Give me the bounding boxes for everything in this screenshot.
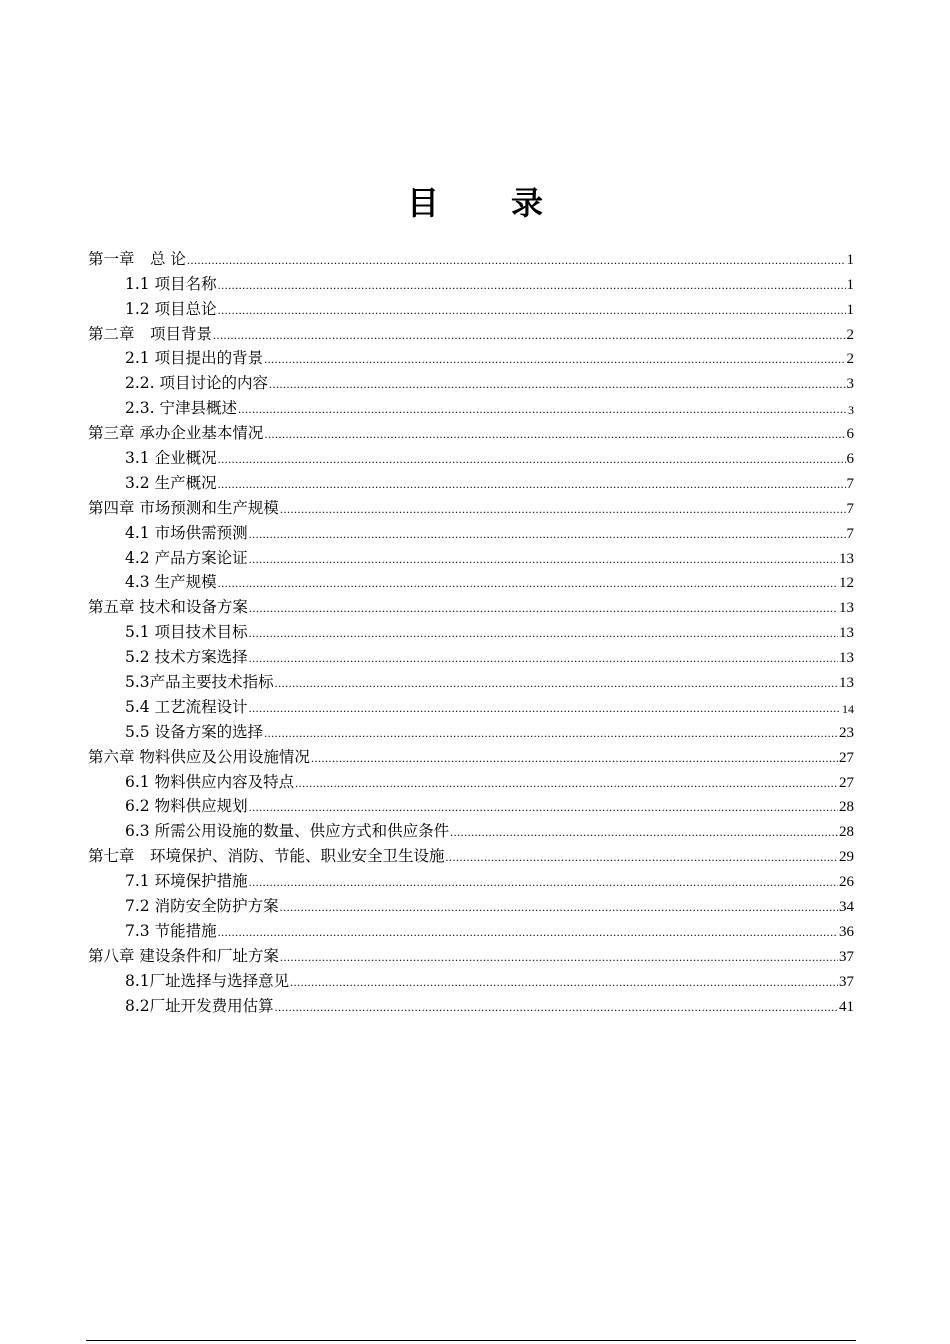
toc-chapter-entry[interactable] xyxy=(88,841,854,866)
toc-entry-label: 8.1厂址选择与选择意见 xyxy=(125,971,290,990)
toc-leader-dots xyxy=(311,752,838,767)
toc-page-number: 7 xyxy=(846,500,854,517)
toc-page-number: 1 xyxy=(846,276,854,293)
toc-chapter-entry[interactable] xyxy=(88,493,854,518)
toc-page-number: 37 xyxy=(839,948,854,965)
toc-entry-label: 3.2 生产概况 xyxy=(125,473,217,492)
toc-leader-dots xyxy=(290,976,838,991)
toc-leader-dots xyxy=(275,677,838,692)
toc-page-number: 13 xyxy=(839,650,854,667)
toc-page-number: 27 xyxy=(839,749,854,766)
toc-leader-dots xyxy=(238,403,847,418)
toc-section-entry[interactable] xyxy=(88,717,854,742)
toc-leader-dots xyxy=(269,378,845,393)
toc-leader-dots xyxy=(280,503,846,518)
toc-section-entry[interactable] xyxy=(88,393,854,418)
footer-divider xyxy=(86,1340,856,1341)
toc-entry-label: 1.2 项目总论 xyxy=(125,299,217,318)
toc-leader-dots xyxy=(280,951,838,966)
toc-chapter-entry[interactable] xyxy=(88,319,854,344)
toc-entry-label: 2.3. 宁津县概述 xyxy=(125,399,238,418)
title-char-1: 目 xyxy=(406,184,439,222)
toc-leader-dots xyxy=(249,602,838,617)
toc-page-number: 37 xyxy=(839,973,854,990)
toc-entry-label: 2.2. 项目讨论的内容 xyxy=(125,374,269,393)
toc-section-entry[interactable] xyxy=(88,344,854,369)
toc-page-number: 12 xyxy=(839,575,854,592)
toc-page-number: 6 xyxy=(846,426,854,443)
toc-section-entry[interactable] xyxy=(88,468,854,493)
toc-page-number: 2 xyxy=(846,326,854,343)
toc-page-number: 14 xyxy=(842,701,854,716)
title-char-2: 录 xyxy=(511,184,544,222)
toc-leader-dots xyxy=(446,851,838,866)
toc-section-entry[interactable] xyxy=(88,443,854,468)
toc-leader-dots xyxy=(275,1001,838,1016)
toc-page-number: 41 xyxy=(839,998,854,1015)
toc-leader-dots xyxy=(264,353,845,368)
toc-section-entry[interactable] xyxy=(88,916,854,941)
toc-leader-dots xyxy=(218,453,846,468)
toc-leader-dots xyxy=(218,926,838,941)
toc-leader-dots xyxy=(249,553,838,568)
toc-page-number: 13 xyxy=(839,600,854,617)
toc-entry-label: 2.1 项目提出的背景 xyxy=(125,349,264,368)
toc-page-number: 3 xyxy=(848,403,854,418)
toc-entry-label: 5.1 项目技术目标 xyxy=(125,623,248,642)
toc-page-number: 2 xyxy=(846,351,854,368)
toc-page-number: 13 xyxy=(839,550,854,567)
toc-leader-dots xyxy=(187,254,846,269)
toc-leader-dots xyxy=(213,329,845,344)
toc-entry-label: 8.2厂址开发费用估算 xyxy=(125,996,274,1015)
toc-entry-label: 5.2 技术方案选择 xyxy=(125,648,248,667)
toc-entry-label: 7.1 环境保护措施 xyxy=(125,872,248,891)
toc-chapter-entry[interactable] xyxy=(88,592,854,617)
toc-section-entry[interactable] xyxy=(88,767,854,792)
toc-leader-dots xyxy=(218,279,846,294)
toc-entry-label: 6.2 物料供应规划 xyxy=(125,797,248,816)
toc-page-number: 29 xyxy=(839,849,854,866)
toc-page-number: 1 xyxy=(846,251,854,268)
toc-entry-label: 6.1 物料供应内容及特点 xyxy=(125,772,295,791)
toc-page-number: 1 xyxy=(846,301,854,318)
toc-page-number: 6 xyxy=(846,451,854,468)
toc-entry-label: 7.2 消防安全防护方案 xyxy=(125,897,279,916)
toc-entry-label: 1.1 项目名称 xyxy=(125,274,217,293)
toc-page-number: 34 xyxy=(839,899,854,916)
toc-page-number: 13 xyxy=(839,675,854,692)
toc-section-entry[interactable] xyxy=(88,294,854,319)
toc-entry-label: 第二章 项目背景 xyxy=(88,324,213,343)
toc-entry-label: 第八章 建设条件和厂址方案 xyxy=(88,946,279,965)
toc-entry-label: 第六章 物料供应及公用设施情况 xyxy=(88,747,310,766)
toc-entry-label: 第三章 承办企业基本情况 xyxy=(88,424,264,443)
toc-leader-dots xyxy=(249,627,838,642)
toc-section-entry[interactable] xyxy=(88,543,854,568)
toc-page-number: 3 xyxy=(846,376,854,393)
toc-section-entry[interactable] xyxy=(88,866,854,891)
toc-section-entry[interactable] xyxy=(88,568,854,593)
toc-chapter-entry[interactable] xyxy=(88,941,854,966)
toc-leader-dots xyxy=(280,901,838,916)
toc-page-number: 28 xyxy=(839,799,854,816)
toc-section-entry[interactable] xyxy=(88,368,854,393)
toc-entry-label: 5.4 工艺流程设计 xyxy=(125,697,248,716)
toc-section-entry[interactable] xyxy=(88,617,854,642)
page-title xyxy=(0,178,950,224)
toc-entry-label: 5.3产品主要技术指标 xyxy=(125,673,274,692)
toc-leader-dots xyxy=(264,428,845,443)
toc-entry-label: 第一章 总 论 xyxy=(88,249,186,268)
toc-page-number: 28 xyxy=(839,824,854,841)
toc-leader-dots xyxy=(218,577,838,592)
toc-chapter-entry[interactable] xyxy=(88,244,854,269)
toc-page-number: 27 xyxy=(839,774,854,791)
toc-leader-dots xyxy=(218,478,846,493)
toc-leader-dots xyxy=(249,528,846,543)
toc-section-entry[interactable] xyxy=(88,991,854,1016)
toc-section-entry[interactable] xyxy=(88,891,854,916)
toc-entry-label: 7.3 节能措施 xyxy=(125,921,217,940)
toc-section-entry[interactable] xyxy=(88,518,854,543)
toc-section-entry[interactable] xyxy=(88,966,854,991)
toc-entry-label: 第四章 市场预测和生产规模 xyxy=(88,498,279,517)
toc-entry-label: 第七章 环境保护、消防、节能、职业安全卫生设施 xyxy=(88,847,445,866)
toc-page-number: 7 xyxy=(846,525,854,542)
toc-page-number: 36 xyxy=(839,923,854,940)
toc-section-entry[interactable] xyxy=(88,816,854,841)
toc-leader-dots xyxy=(264,727,838,742)
toc-section-entry[interactable] xyxy=(88,792,854,817)
toc-entry-label: 5.5 设备方案的选择 xyxy=(125,722,264,741)
toc-section-entry[interactable] xyxy=(88,692,854,717)
toc-chapter-entry[interactable] xyxy=(88,742,854,767)
toc-page-number: 23 xyxy=(839,724,854,741)
toc-entry-label: 4.3 生产规模 xyxy=(125,573,217,592)
toc-page-number: 26 xyxy=(839,874,854,891)
toc-page-number: 7 xyxy=(846,475,854,492)
toc-leader-dots xyxy=(249,702,841,717)
toc-entry-label: 6.3 所需公用设施的数量、供应方式和供应条件 xyxy=(125,822,450,841)
toc-chapter-entry[interactable] xyxy=(88,418,854,443)
toc-entry-label: 第五章 技术和设备方案 xyxy=(88,598,248,617)
toc-leader-dots xyxy=(249,876,838,891)
toc-leader-dots xyxy=(450,826,838,841)
toc-leader-dots xyxy=(249,801,838,816)
toc-section-entry[interactable] xyxy=(88,269,854,294)
toc-leader-dots xyxy=(295,777,838,792)
toc-leader-dots xyxy=(249,652,838,667)
toc-leader-dots xyxy=(218,304,846,319)
toc-entry-label: 3.1 企业概况 xyxy=(125,449,217,468)
toc-entry-label: 4.1 市场供需预测 xyxy=(125,523,248,542)
table-of-contents xyxy=(88,244,854,1016)
toc-section-entry[interactable] xyxy=(88,667,854,692)
toc-entry-label: 4.2 产品方案论证 xyxy=(125,548,248,567)
toc-page-number: 13 xyxy=(839,625,854,642)
toc-section-entry[interactable] xyxy=(88,642,854,667)
